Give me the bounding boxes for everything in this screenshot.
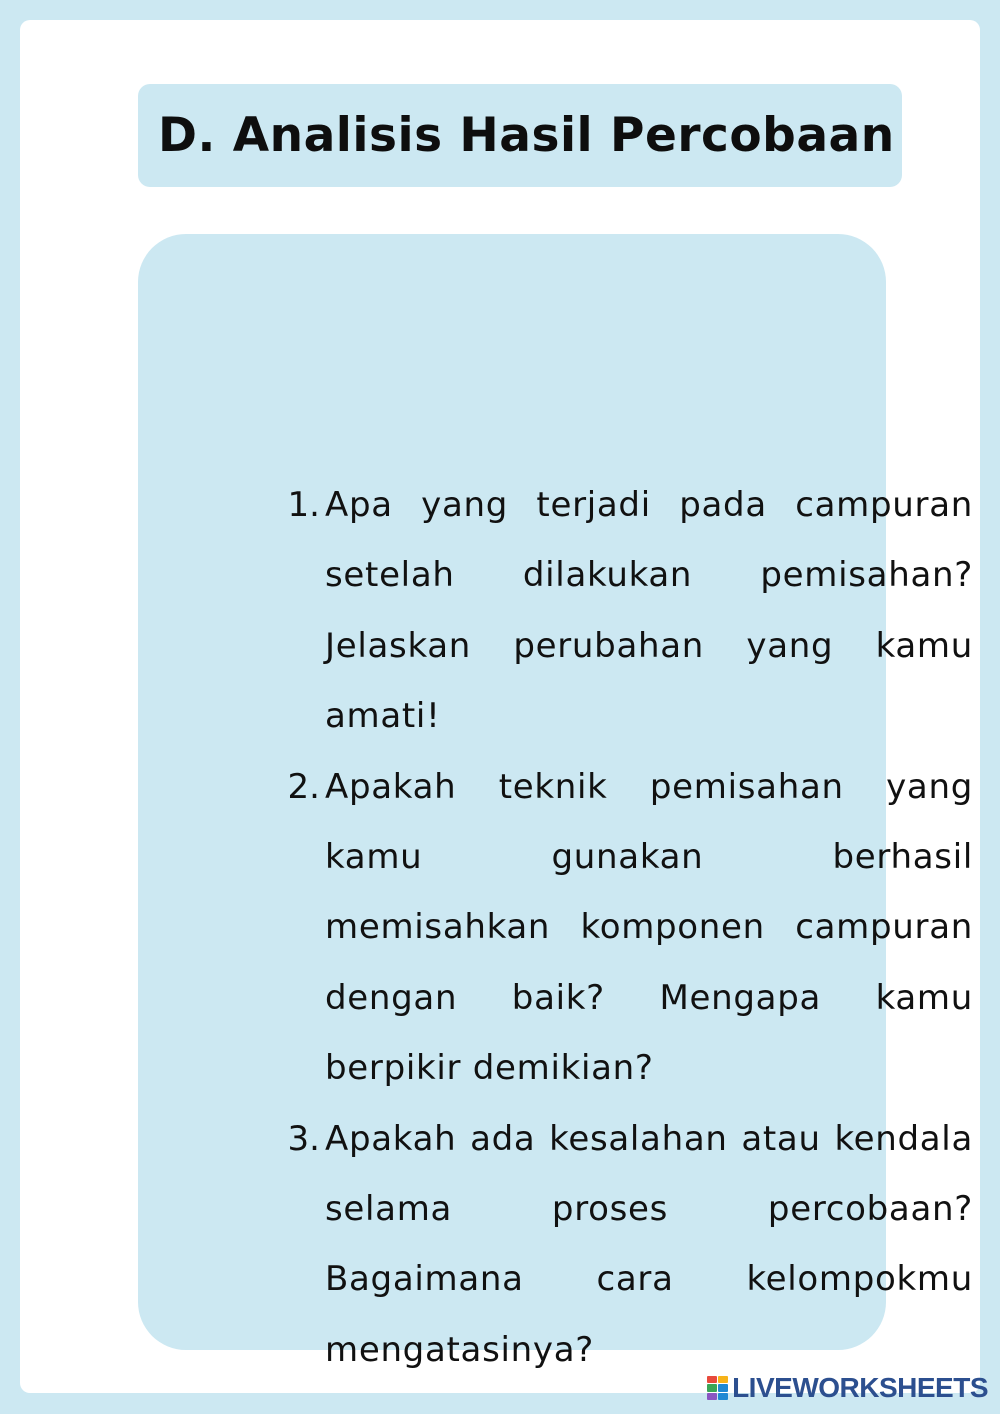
brand-name: LIVEWORKSHEETS: [732, 1372, 988, 1403]
logo-square-3: [707, 1384, 717, 1391]
section-title: D. Analisis Hasil Percobaan: [158, 108, 895, 163]
question-text: Apakah teknik pemisahan yang kamu gunakan berhasil memisahkan komponen campuran dengan baik? Mengapa kamu berpikir demikian?: [325, 766, 973, 1089]
question-item-3: [138, 1104, 973, 1386]
question-item-2: [138, 752, 973, 1104]
liveworksheets-logo-icon: [707, 1376, 728, 1400]
logo-square-1: [707, 1376, 717, 1383]
question-number: 1.: [287, 485, 320, 525]
question-text: Apakah ada kesalahan atau kendala selama proses percobaan? Bagaimana cara kelompokmu mengatasinya?: [325, 1118, 973, 1370]
worksheet-page: [20, 20, 980, 1393]
question-number: 3.: [287, 1118, 320, 1159]
question-text: Apa yang terjadi pada campuran setelah dilakukan pemisahan? Jelaskan perubahan yang kamu amati!: [325, 485, 973, 737]
liveworksheets-logo-link[interactable]: [707, 1374, 988, 1402]
question-item-1: [138, 470, 973, 752]
logo-square-6: [718, 1393, 728, 1400]
question-number: 2.: [287, 766, 320, 807]
logo-square-5: [707, 1393, 717, 1400]
question-list: [138, 470, 973, 1385]
section-header: [138, 84, 902, 187]
logo-square-2: [718, 1376, 728, 1383]
logo-square-4: [718, 1384, 728, 1391]
questions-panel: [138, 234, 973, 1370]
